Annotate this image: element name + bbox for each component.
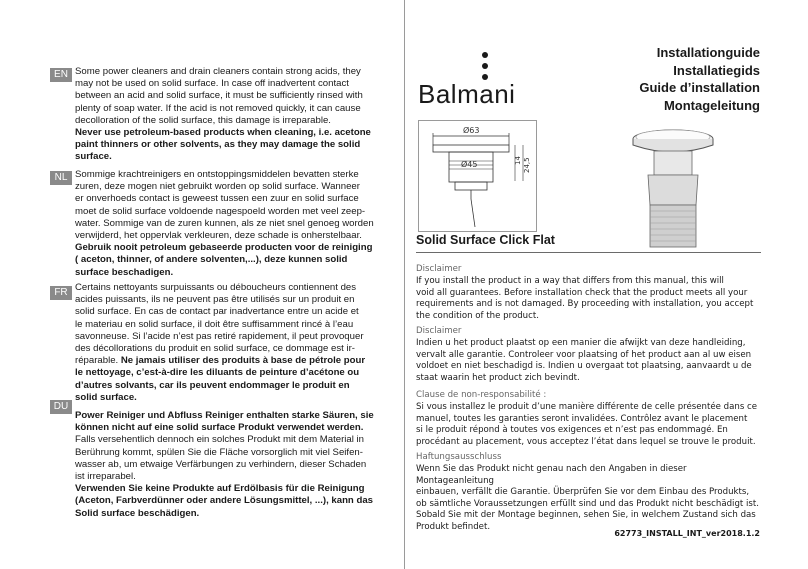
text-line: wasser ab, um etwaige Verfärbungen zu verhindern, dieser Schaden — [75, 458, 367, 470]
drain-drawing-icon — [419, 121, 536, 231]
text-line: moet de solid surface voldoende nagespoeld worden met veel zeep- — [75, 205, 366, 217]
bold-line: Never use petroleum-based products when cleaning, i.e. acetone — [75, 127, 371, 139]
bold-line: surface. — [75, 151, 112, 163]
guide-title: Montageleitung — [663, 97, 760, 113]
disclaimer-du — [416, 452, 761, 534]
text-line: acides puissants, ils ne peuvent pas être utilisés sur un produit en — [75, 294, 355, 306]
page-divider — [404, 0, 405, 569]
text-line: ist irreparabel. — [75, 471, 136, 483]
disclaimer-heading: Disclaimer — [416, 264, 462, 274]
text-line: le materiau en solid surface, il doit être suffisamment rincé à l’eau — [75, 318, 354, 330]
text-line: solid surface. En cas de contact par inadvertance entre un acide et — [75, 306, 359, 318]
product-title: Solid Surface Click Flat — [416, 233, 555, 247]
guide-title: Installationguide — [656, 45, 760, 60]
bold-line: le nettoyage, c’est-à-dire les diluants de peinture d’acétone ou — [75, 367, 360, 379]
disclaimer-line: vervalt alle garantie. Controleer voor plaatsing of het product aan al uw eisen — [416, 349, 752, 360]
disclaimer-heading: Disclaimer — [416, 326, 462, 336]
disclaimer-line: si le produit répond à toutes vos exigences et n’est pas endommagé. En — [416, 425, 728, 436]
bold-line: solid surface. — [75, 391, 137, 403]
disclaimer-line: the condition of the product. — [416, 310, 539, 321]
text-line: decolloration of the solid surface, this damage is irreparable. — [75, 114, 331, 126]
technical-drawing — [418, 120, 537, 232]
disclaimer-line: Wenn Sie das Produkt nicht genau nach den Angaben in dieser Montageanleitung — [416, 464, 687, 486]
disclaimer-line: einbauen, verfällt die Garantie. Überprüfen Sie vor dem Einbau des Produkts, — [416, 487, 750, 498]
dim-mid-label: Ø45 — [461, 160, 478, 169]
bold-line: ( aceton, thinner, of andere solventen,...), deze kunnen solid — [75, 254, 348, 266]
bold-line: paint thinners or other solvents, as they may damage the solid — [75, 139, 361, 151]
section-nl — [75, 169, 375, 279]
text-line: er onverhoeds contact is geweest tussen een zuur en solid surface — [75, 193, 359, 205]
text-line: savonneuse. Si l’acide n’est pas retiré rapidement, il peut provoquer — [75, 330, 364, 342]
disclaimer-line: Indien u het product plaatst op een manier die afwijkt van deze handleiding, — [416, 338, 746, 348]
product-image — [630, 125, 716, 255]
text-line: Berührung kommt, spülen Sie die Fläche vorsorglich mit viel Seifen- — [75, 446, 363, 458]
bold-line: Power Reiniger und Abfluss Reiniger enthalten starke Säuren, sie — [75, 410, 374, 421]
section-du — [75, 410, 375, 520]
disclaimer-line: If you install the product in a way that differs from this manual, this will — [416, 276, 724, 286]
section-fr — [75, 282, 375, 404]
disclaimer-line: Si vous installez le produit d’une manière différente de celle présentée dans ce — [416, 402, 758, 412]
disclaimer-en — [416, 264, 761, 322]
guide-titles — [639, 44, 760, 114]
lang-badge-nl: NL — [50, 171, 72, 185]
text-line: Falls versehentlich dennoch ein solches Produkt mit dem Material in — [75, 434, 365, 446]
section-en — [75, 66, 375, 164]
text-line: Some power cleaners and drain cleaners contain strong acids, they — [75, 66, 361, 77]
drain-plug-icon — [630, 125, 716, 255]
disclaimer-heading: Clause de non-responsabilité : — [416, 390, 547, 400]
text-line: plenty of soap water. If the acid is not removed quickly, it can cause — [75, 102, 361, 114]
document-code: 62773_INSTALL_INT_ver2018.1.2 — [614, 529, 760, 538]
bold-line: Solid surface beschädigen. — [75, 507, 200, 519]
disclaimer-line: voldoet en niet beschadigd is. Indien u overgaat tot plaatsing, aanvaardt u de — [416, 361, 752, 372]
dim-side-a-label: 14 — [514, 156, 522, 165]
title-rule — [416, 252, 761, 253]
text-line: water. Sommige van de zuren kunnen, als ze niet snel genoeg worden — [75, 217, 374, 229]
disclaimer-fr — [416, 390, 761, 448]
bold-line: (Aceton, Farbverdünner oder andere Lösungsmittel, ...), kann das — [75, 495, 373, 507]
disclaimer-heading: Haftungsausschluss — [416, 452, 502, 462]
text-line: Sommige krachtreinigers en ontstoppingsmiddelen bevatten sterke — [75, 169, 359, 180]
bold-line: Verwenden Sie keine Produkte auf Erdölbasis für die Reinigung — [75, 483, 365, 495]
text-line: verwijderd, het oppervlak verkleuren, deze schade is onherstelbaar. — [75, 230, 362, 242]
text-line: des décollorations du produit en solid surface, ce dommage est ir- — [75, 343, 355, 355]
dim-side-b-label: 24,5 — [523, 157, 531, 173]
lang-badge-fr: FR — [50, 286, 72, 300]
bold-line: Gebruik nooit petroleum gebaseerde producten voor de reiniging — [75, 242, 373, 254]
dim-top-label: Ø63 — [463, 126, 480, 135]
guide-title: Installatiegids — [673, 62, 760, 78]
disclaimer-line: manuel, toutes les garanties seront invalidées. Contrôlez avant le placement — [416, 413, 748, 424]
disclaimer-line: Sobald Sie mit der Montage beginnen, sehen Sie, in welchem Zustand sich das — [416, 510, 756, 521]
disclaimer-line: void all guarantees. Before installation check that the product meets all your — [416, 287, 748, 298]
text-line: between an acid and solid surface, it must be sufficiently rinsed with — [75, 90, 363, 102]
disclaimer-line: requirements and is not damaged. By proceeding with installation, you accept — [416, 299, 754, 310]
text-span: réparable. — [75, 355, 121, 367]
disclaimer-line: staat waarin het product zich bevindt. — [416, 372, 580, 383]
lang-badge-en: EN — [50, 68, 72, 82]
text-line: Certains nettoyants surpuissants ou déboucheurs contiennent des — [75, 282, 357, 293]
bold-line: können nicht auf eine solid surface Produkt verwendet werden. — [75, 422, 364, 434]
disclaimer-line: Produkt befindet. — [416, 521, 491, 532]
bold-line: surface beschadigen. — [75, 266, 174, 278]
brand-logo: Balmani — [418, 79, 516, 109]
disclaimer-line: ob sämtliche Voraussetzungen erfüllt sind und das Produkt nicht beschädigt ist. — [416, 498, 759, 509]
text-line: may not be used on solid surface. In case off inadvertent contact — [75, 78, 349, 90]
bold-line: d’autres solvants, car ils peuvent endommager le produit en — [75, 379, 350, 391]
guide-title: Guide d’installation — [639, 80, 760, 95]
lang-badge-du: DU — [50, 400, 72, 414]
bold-span: Ne jamais utiliser des produits à base de pétrole pour — [120, 355, 366, 367]
disclaimer-nl — [416, 326, 761, 384]
disclaimer-line: procédant au placement, vous acceptez l’état dans lequel se trouve le produit. — [416, 436, 756, 447]
text-line: zuren, deze mogen niet gebruikt worden op solid surface. Wanneer — [75, 181, 360, 193]
